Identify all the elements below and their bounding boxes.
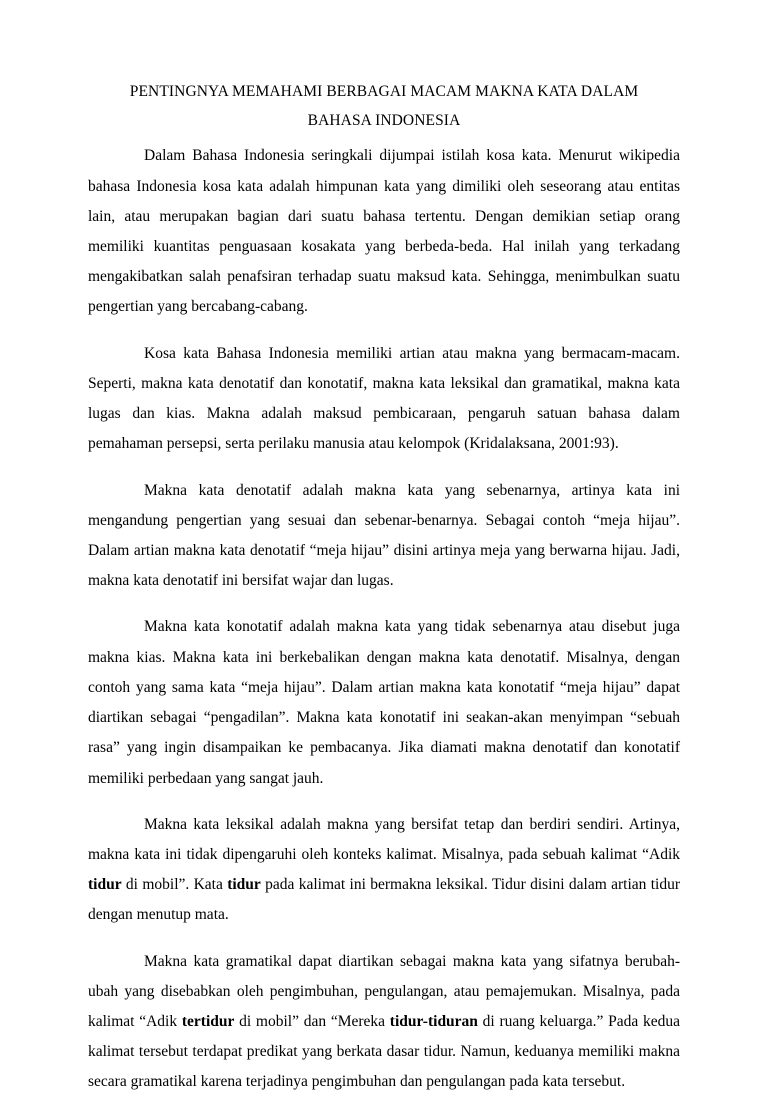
paragraph: Dalam Bahasa Indonesia seringkali dijumpai istilah kosa kata. Menurut wikipedia bahasa Indonesia kosa kata adalah himpunan kata yang dimiliki oleh seseorang atau entitas lain, atau merupakan bagian dari suatu bahasa tertentu. Dengan demikian setiap orang memiliki kuantitas penguasaan kosakata yang berbeda-beda. Hal inilah yang terkadang mengakibatkan salah penafsiran terhadap suatu maksud kata. Sehingga, menimbulkan suatu pengertian yang bercabang-cabang. bbox=[88, 147, 680, 316]
page-title-line-2: BAHASA INDONESIA bbox=[307, 111, 461, 129]
paragraph: Makna kata gramatikal dapat diartikan sebagai makna kata yang sifatnya berubah-ubah yang disebabkan oleh pengimbuhan, pengulangan, atau pemajemukan. Misalnya, pada kalimat “Adik tertidur di mobil” dan “Mereka tidur-tiduran di ruang keluarga.” Pada kedua kalimat tersebut terdapat predikat yang berkata dasar tidur. Namun, keduanya memiliki makna secara gramatikal karena terjadinya pengimbuhan dan pengulangan pada kata tersebut. bbox=[88, 952, 680, 1091]
paragraph: Makna kata denotatif adalah makna kata yang sebenarnya, artinya kata ini mengandung pengertian yang sesuai dan sebenar-benarnya. Sebagai contoh “meja hijau”. Dalam artian makna kata denotatif “meja hijau” disini artinya meja yang berwarna hijau. Jadi, makna kata denotatif ini bersifat wajar dan lugas. bbox=[88, 481, 680, 590]
paragraph: Makna kata leksikal adalah makna yang bersifat tetap dan berdiri sendiri. Artinya, makna kata ini tidak dipengaruhi oleh konteks kalimat. Misalnya, pada sebuah kalimat “Adik tidur di mobil”. Kata tidur pada kalimat ini bermakna leksikal. Tidur disini dalam artian tidur dengan menutup mata. bbox=[88, 815, 680, 924]
page-title-line-1: PENTINGNYA MEMAHAMI BERBAGAI MACAM MAKNA KATA DALAM bbox=[129, 83, 639, 100]
paragraph: Makna kata konotatif adalah makna kata yang tidak sebenarnya atau disebut juga makna kias. Makna kata ini berkebalikan dengan makna kata denotatif. Misalnya, dengan contoh yang sama kata “meja hijau”. Dalam artian makna kata konotatif “meja hijau” dapat diartikan sebagai “pengadilan”. Makna kata konotatif ini seakan-akan menyimpan “sebuah rasa” yang ingin disampaikan ke pembacanya. Jika diamati makna denotatif dan konotatif memiliki perbedaan yang sangat jauh. bbox=[88, 618, 680, 787]
page-title bbox=[88, 78, 680, 135]
paragraph: Kosa kata Bahasa Indonesia memiliki artian atau makna yang bermacam-macam. Seperti, makna kata denotatif dan konotatif, makna kata leksikal dan gramatikal, makna kata lugas dan kias. Makna adalah maksud pembicaraan, pengaruh satuan bahasa dalam pemahaman persepsi, serta perilaku manusia atau kelompok (Kridalaksana, 2001:93). bbox=[88, 344, 680, 453]
